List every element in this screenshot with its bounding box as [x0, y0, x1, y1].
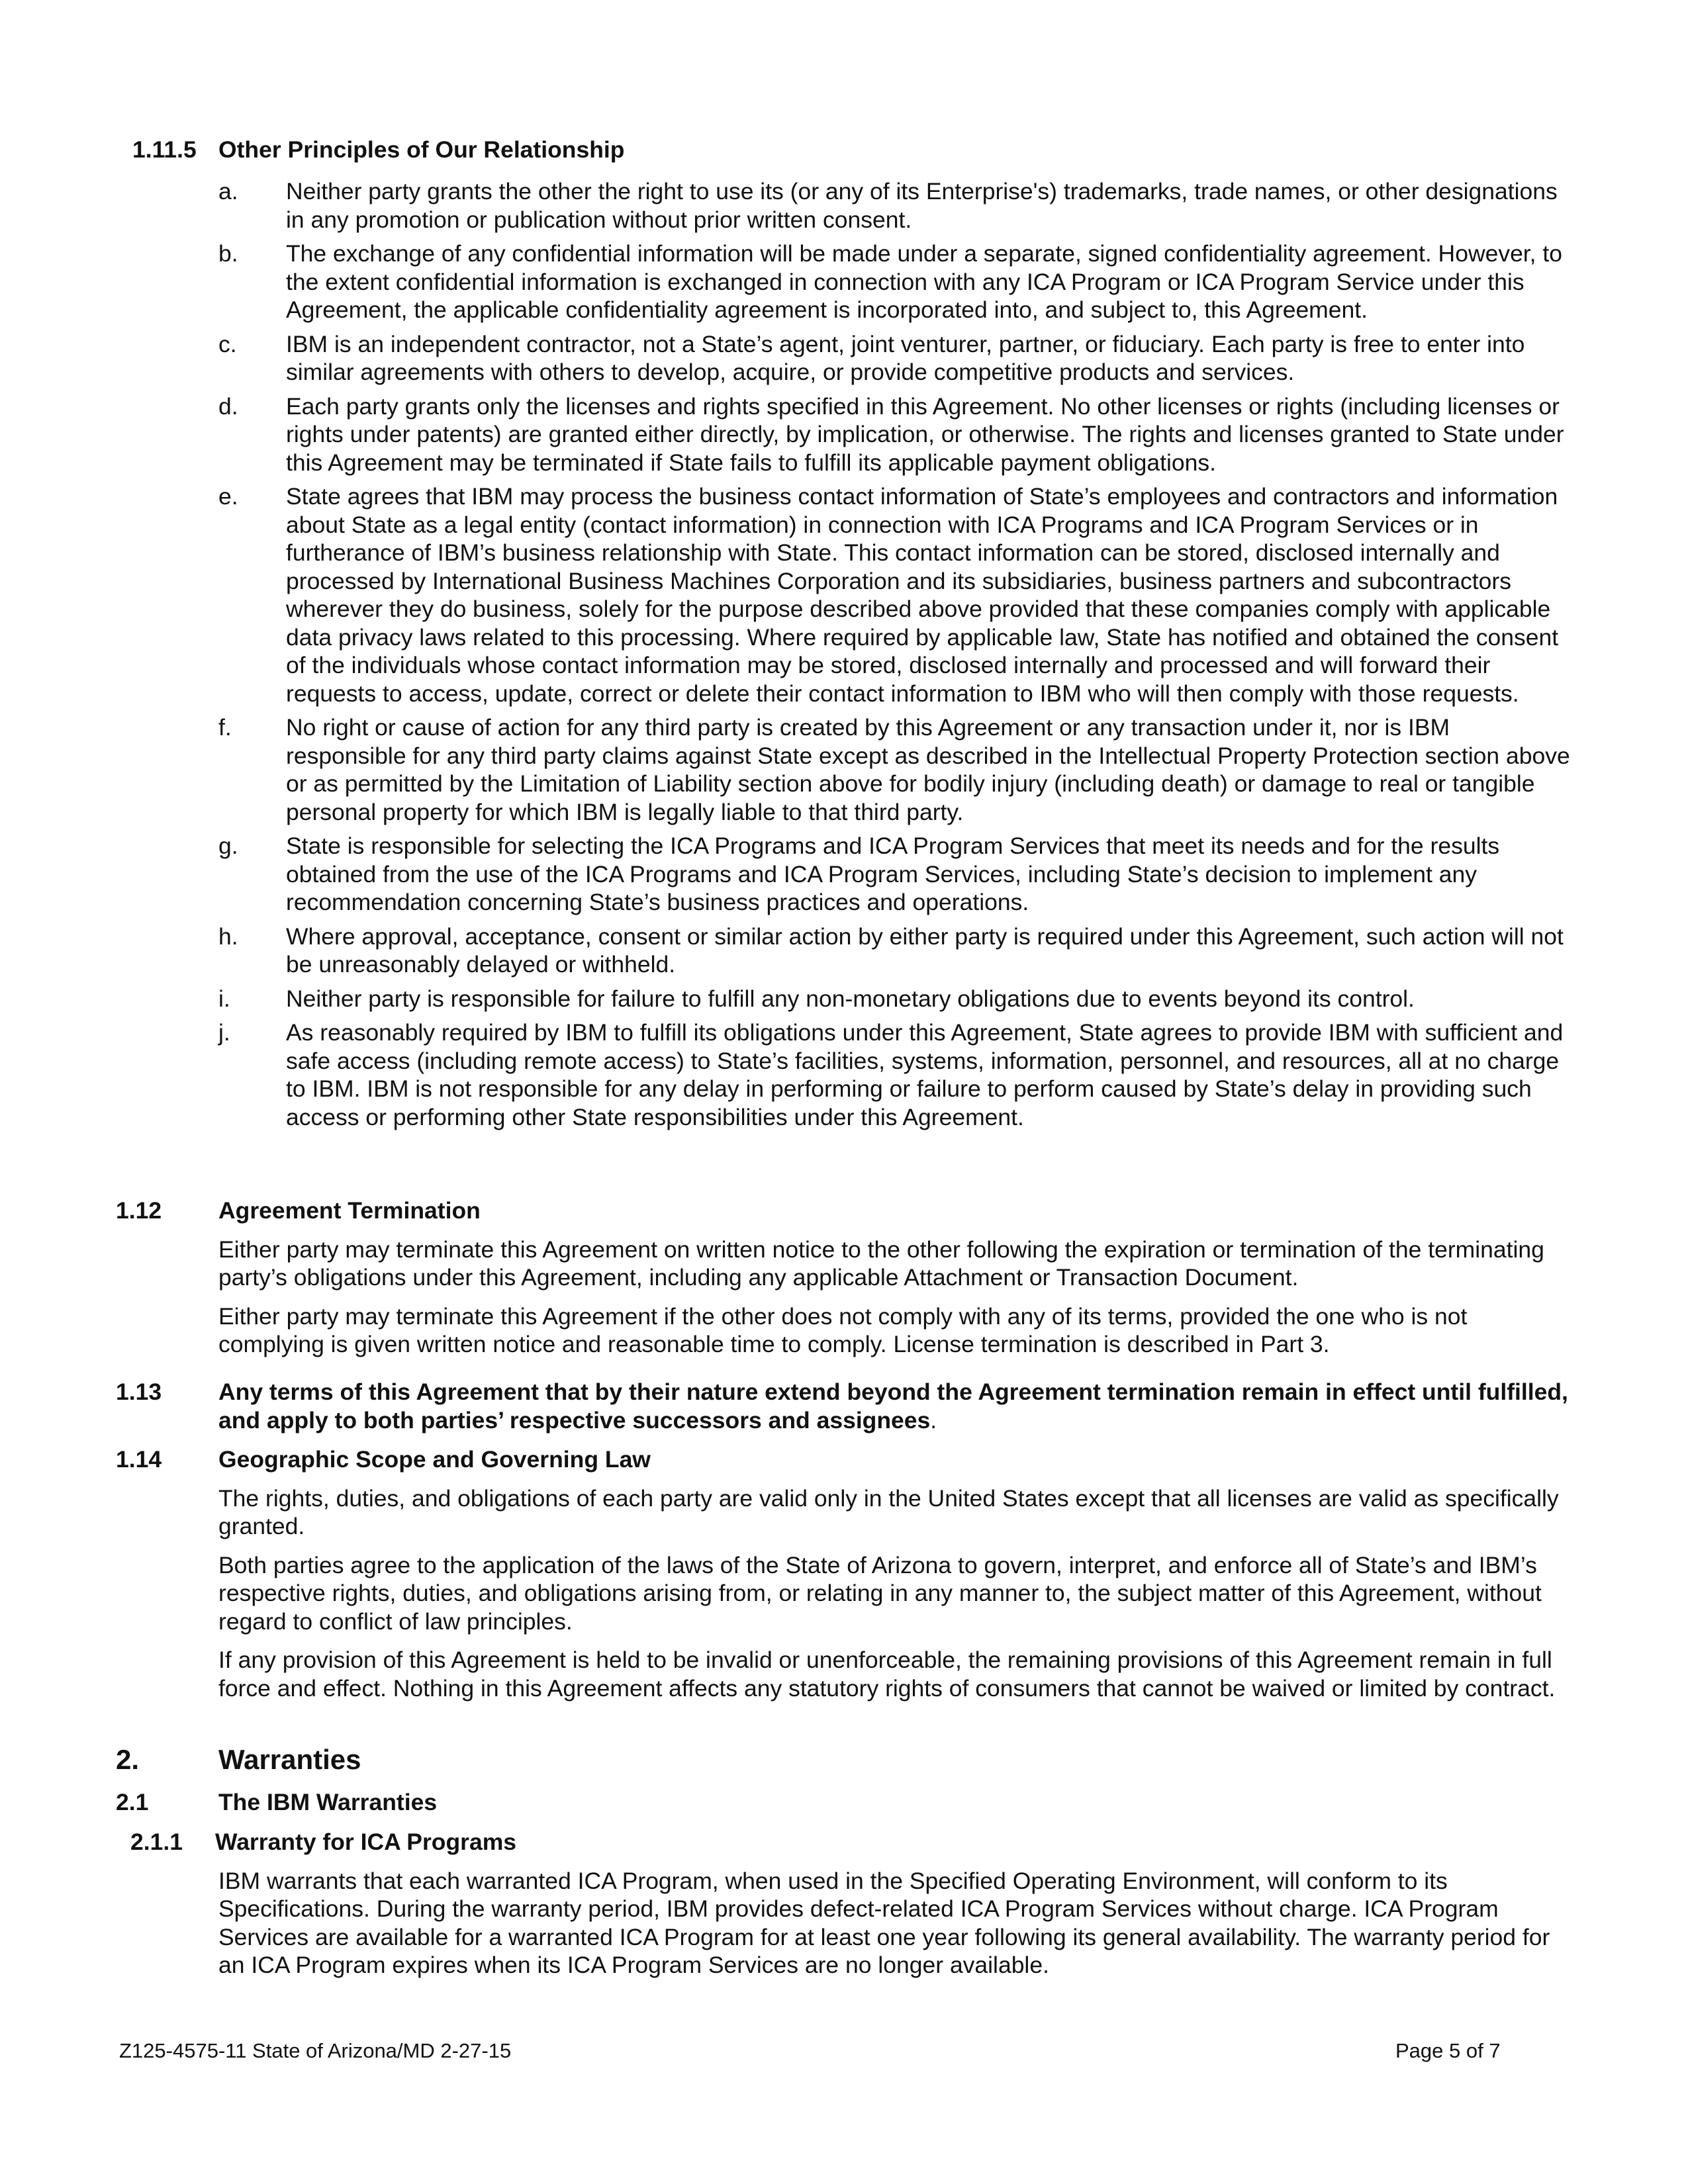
section-number: 1.12 — [116, 1197, 162, 1224]
paragraph: If any provision of this Agreement is held to be invalid or unenforceable, the remaining provisions of this Agreement remain in full force and effect. Nothing in this Agreement affects any statutory rights of consumers that cannot be waived or limited by contract. — [218, 1647, 1556, 1702]
list-marker: j. — [218, 1019, 230, 1046]
list-item-h — [218, 923, 1575, 979]
list-marker: a. — [218, 178, 238, 205]
paragraph: The rights, duties, and obligations of each party are valid only in the United States except that all licenses are valid as specifically granted. — [218, 1484, 1559, 1539]
section-number: 2. — [116, 1744, 140, 1775]
list-marker: c. — [218, 330, 237, 357]
list-item-text: Where approval, acceptance, consent or similar action by either party is required under this Agreement, such action will not be unreasonably delayed or withheld. — [286, 923, 1564, 978]
list-item-text: The exchange of any confidential information will be made under a separate, signed confidentiality agreement. However, to the extent confidential information is exchanged in connection with any ICA Program or ICA Program Service under this Agreement, the applicable confidentiality agreement is incorporated into, and subject to, this Agreement. — [286, 240, 1563, 323]
list-item-d — [218, 392, 1575, 477]
section-1-12 — [116, 1197, 1572, 1359]
trailing-period: . — [930, 1406, 937, 1433]
list-item-text: IBM is an independent contractor, not a State’s agent, joint venturer, partner, or fiduciary. Each party is free to enter into similar agreements with others to develop, acquire, or provide competitive products and services. — [286, 330, 1525, 385]
section-title: Geographic Scope and Governing Law — [218, 1446, 651, 1473]
paragraph: Both parties agree to the application of the laws of the State of Arizona to govern, interpret, and enforce all of State’s and IBM’s respective rights, duties, and obligations arising from, or relating in any manner to, the subject matter of this Agreement, without regard to conflict of law principles. — [218, 1551, 1542, 1635]
section-2-1 — [116, 1788, 1572, 1817]
list-item-text: State agrees that IBM may process the business contact information of State’s employees and contractors and information about State as a legal entity (contact information) in connection with ICA Programs and ICA Program Services or in furtherance of IBM’s business relationship with State. This contact information can be stored, disclosed internally and processed by International Business Machines Corporation and its subsidiaries, business partners and subcontractors wherever they do business, solely for the purpose described above provided that these companies comply with applicable data privacy laws related to this processing. Where required by applicable law, State has notified and obtained the consent of the individuals whose contact information may be stored, disclosed internally and processed and will forward their requests to access, update, correct or delete their contact information to IBM who will then comply with those requests. — [286, 483, 1559, 707]
section-1-14 — [116, 1445, 1572, 1702]
section-2 — [116, 1746, 1572, 1774]
list-marker: g. — [218, 833, 238, 859]
section-number: 1.14 — [116, 1446, 162, 1473]
list-item-text: Neither party is responsible for failure to fulfill any non-monetary obligations due to events beyond its control. — [286, 985, 1415, 1012]
section-title: Warranties — [218, 1744, 361, 1775]
footer-document-id: Z125-4575-11 State of Arizona/MD 2-27-15 — [119, 2039, 512, 2062]
list-item-f — [218, 713, 1575, 826]
list-item-g — [218, 832, 1575, 917]
section-statement — [116, 1378, 1572, 1434]
list-marker: d. — [218, 392, 238, 420]
list-item-text: No right or cause of action for any third party is created by this Agreement or any transaction under it, nor is IBM responsible for any third party claims against State except as described in the Intellectual Property Protection section above or as permitted by the Limitation of Liability section above for bodily injury (including death) or damage to real or tangible personal property for which IBM is legally liable to that third party. — [286, 714, 1570, 825]
list-marker: b. — [218, 240, 238, 267]
list-item-e — [218, 482, 1575, 707]
list-item-text: Neither party grants the other the right to use its (or any of its Enterprise's) trademarks, trade names, or other designations in any promotion or publication without prior written consent. — [286, 178, 1558, 233]
list-item-i — [218, 985, 1575, 1013]
section-title: Other Principles of Our Relationship — [218, 136, 625, 163]
list-marker: h. — [218, 923, 238, 950]
list-item-j — [218, 1019, 1575, 1131]
section-number: 1.11.5 — [132, 136, 197, 163]
section-statement-text: Any terms of this Agreement that by their nature extend beyond the Agreement termination remain in effect until fulfilled, and apply to both parties’ respective successors and assignees — [218, 1379, 1568, 1433]
footer-page-number: Page 5 of 7 — [1395, 2039, 1501, 2062]
paragraph: IBM warrants that each warranted ICA Program, when used in the Specified Operating Environment, will conform to its Specifications. During the warranty period, IBM provides defect-related ICA Program Services without charge. ICA Program Services are available for a warranted ICA Program for at least one year following its general availability. The warranty period for an ICA Program expires when its ICA Program Services are no longer available. — [218, 1867, 1550, 1978]
list-marker: e. — [218, 483, 238, 510]
section-title: Agreement Termination — [218, 1197, 481, 1224]
section-heading-1-11-5 — [132, 136, 624, 164]
list-marker: f. — [218, 714, 232, 741]
list-item-b — [218, 240, 1575, 324]
principles-list — [218, 177, 1575, 1137]
list-item-text: As reasonably required by IBM to fulfill its obligations under this Agreement, State agrees to provide IBM with sufficient and safe access (including remote access) to State’s facilities, systems, information, personnel, and resources, all at no charge to IBM. IBM is not responsible for any delay in performing or failure to perform caused by State’s delay in providing such access or performing other State responsibilities under this Agreement. — [286, 1019, 1564, 1130]
section-number: 2.1.1 — [130, 1829, 183, 1855]
list-item-text: State is responsible for selecting the ICA Programs and ICA Program Services that meet its needs and for the results obtained from the use of the ICA Programs and ICA Program Services, including State’s decision to implement any recommendation concerning State’s business practices and operations. — [286, 833, 1500, 915]
list-marker: i. — [218, 985, 230, 1012]
section-2-1-1 — [116, 1828, 1572, 1979]
section-number: 2.1 — [116, 1789, 149, 1815]
section-1-13 — [116, 1378, 1572, 1434]
paragraph: Either party may terminate this Agreement if the other does not comply with any of its terms, provided the one who is not complying is given written notice and reasonable time to comply. License termination is described in Part 3. — [218, 1302, 1468, 1357]
list-item-text: Each party grants only the licenses and rights specified in this Agreement. No other licenses or rights (including licenses or rights under patents) are granted either directly, by implication, or otherwise. The rights and licenses granted to State under this Agreement may be terminated if State fails to fulfill its applicable payment obligations. — [286, 392, 1564, 476]
list-item-c — [218, 330, 1575, 387]
section-title: Warranty for ICA Programs — [215, 1829, 517, 1855]
section-title: The IBM Warranties — [218, 1789, 438, 1815]
list-item-a — [218, 177, 1575, 234]
paragraph: Either party may terminate this Agreement on written notice to the other following the expiration or termination of the terminating party’s obligations under this Agreement, including any applicable Attachment or Transaction Document. — [218, 1236, 1544, 1291]
section-number: 1.13 — [116, 1379, 162, 1405]
